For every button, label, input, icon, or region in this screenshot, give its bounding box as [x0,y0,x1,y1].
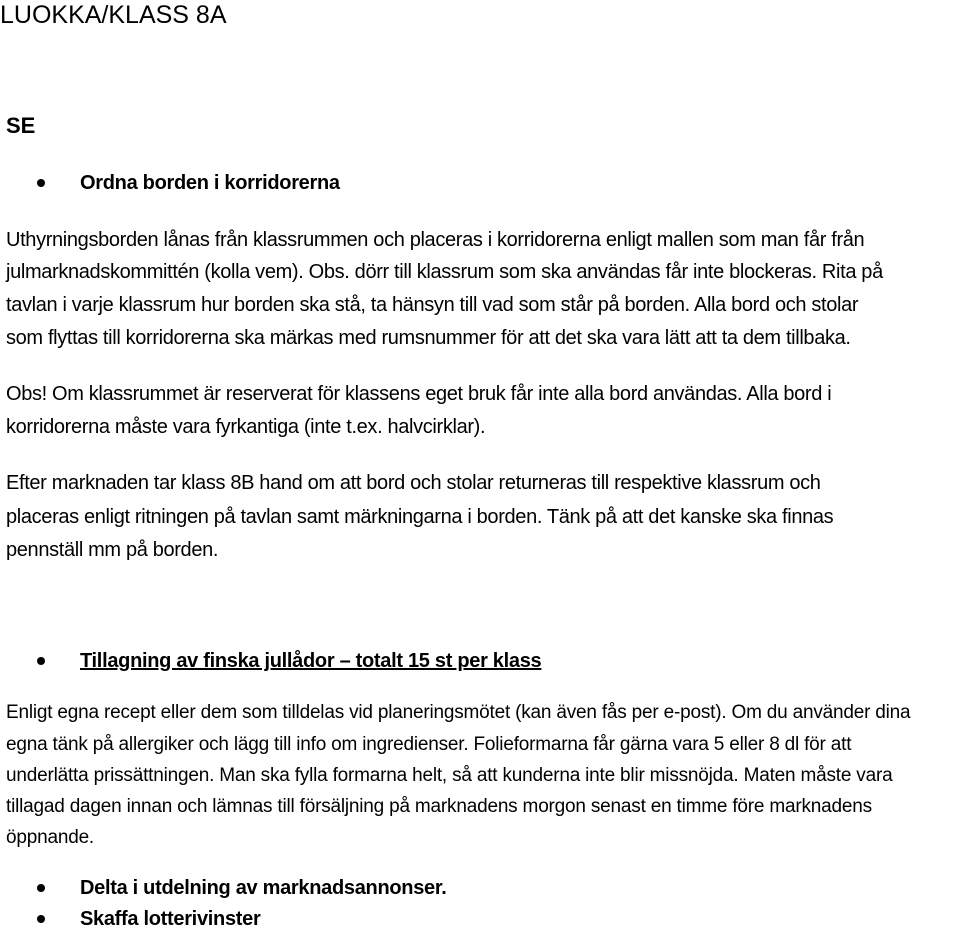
bullet-icon [37,884,45,892]
bullet-icon [37,179,45,187]
bullet-tillagning: Tillagning av finska jullådor – totalt 15 st per klass [80,650,542,672]
bullet-delta-utdelning: Delta i utdelning av marknadsannonser. [80,877,447,899]
section-heading: SE [6,113,36,138]
paragraph-line: korridorerna måste vara fyrkantiga (inte t.ex. halvcirklar). [6,416,486,438]
bullet-ordna-borden: Ordna borden i korridorerna [80,172,340,194]
paragraph-line: underlätta prissättningen. Man ska fylla formarna helt, så att kunderna inte blir missnöjda. Maten måste vara [6,765,893,786]
paragraph-line: tavlan i varje klassrum hur borden ska stå, ta hänsyn till vad som står på borden. Alla bord och stolar [6,294,859,316]
paragraph-line: öppnande. [6,827,95,848]
bullet-lotterivinster: Skaffa lotterivinster [80,908,261,930]
bullet-icon [37,657,45,665]
paragraph-line: Efter marknaden tar klass 8B hand om att bord och stolar returneras till respektive klassrum och [6,472,821,494]
page-title: LUOKKA/KLASS 8A [0,1,227,29]
paragraph-line: placeras enligt ritningen på tavlan samt märkningarna i borden. Tänk på att det kanske ska finnas [6,506,834,528]
paragraph-line: Enligt egna recept eller dem som tilldelas vid planeringsmötet (kan även fås per e-post). Om du använder dina [6,702,911,723]
paragraph-line: Obs! Om klassrummet är reserverat för klassens eget bruk får inte alla bord användas. Alla bord i [6,383,832,405]
paragraph-line: pennställ mm på borden. [6,539,219,561]
bullet-icon [37,915,45,923]
paragraph-line: som flyttas till korridorerna ska märkas med rumsnummer för att det ska vara lätt att ta dem tillbaka. [6,327,851,349]
paragraph-line: julmarknadskommittén (kolla vem). Obs. dörr till klassrum som ska användas får inte blockeras. Rita på [6,261,883,283]
paragraph-line: tillagad dagen innan och lämnas till försäljning på marknadens morgon senast en timme före marknadens [6,796,872,817]
paragraph-line: egna tänk på allergiker och lägg till info om ingredienser. Folieformarna får gärna vara 5 eller 8 dl för att [6,734,852,755]
paragraph-line: Uthyrningsborden lånas från klassrummen och placeras i korridorerna enligt mallen som man får från [6,229,865,251]
